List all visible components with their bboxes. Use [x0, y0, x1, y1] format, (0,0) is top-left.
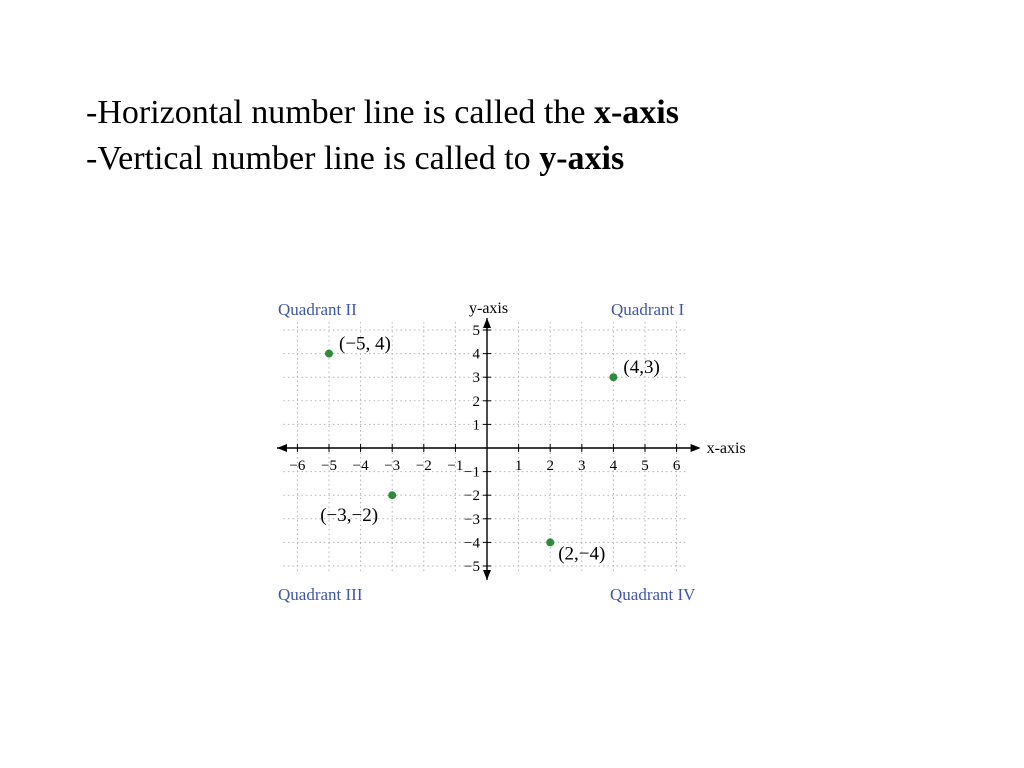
- y-tick-label: −1: [464, 464, 480, 481]
- x-tick-label: −1: [447, 458, 464, 474]
- y-tick-label: 3: [472, 370, 480, 387]
- x-tick-label: −4: [352, 458, 369, 474]
- x-axis-term: x-axis: [593, 94, 679, 131]
- y-tick-label: −5: [464, 559, 480, 575]
- data-point: [325, 350, 333, 358]
- y-tick-label: −3: [464, 511, 480, 528]
- y-tick-label: 1: [472, 417, 480, 434]
- x-tick-label: −6: [289, 458, 306, 474]
- quadrant-i-label: Quadrant I: [611, 300, 685, 319]
- data-point: [388, 491, 396, 499]
- y-tick-label: −2: [464, 488, 480, 505]
- y-axis-definition-text: -Vertical number line is called to: [86, 140, 540, 177]
- x-tick-label: 4: [609, 458, 618, 474]
- x-tick-label: −3: [384, 458, 401, 474]
- x-tick-label: 1: [514, 458, 523, 474]
- data-point-label: (−5, 4): [339, 333, 391, 355]
- quadrant-iv-label: Quadrant IV: [610, 585, 696, 604]
- x-tick-label: 6: [672, 458, 681, 474]
- data-point: [609, 373, 617, 381]
- y-axis-down-arrow: [483, 570, 491, 580]
- y-axis-up-arrow: [483, 318, 491, 328]
- y-tick-label: −4: [464, 535, 480, 552]
- x-axis-left-arrow: [277, 444, 287, 452]
- x-axis-title: x-axis: [706, 440, 746, 457]
- quadrant-iii-label: Quadrant III: [278, 585, 363, 604]
- data-point: [546, 538, 554, 546]
- x-tick-label: −5: [321, 458, 337, 474]
- x-tick-label: 3: [578, 458, 586, 474]
- x-tick-label: 2: [546, 458, 554, 474]
- data-point-label: (2,−4): [558, 543, 606, 565]
- y-tick-label: 2: [472, 393, 480, 410]
- x-axis-definition-text: -Horizontal number line is called the: [86, 94, 594, 131]
- x-tick-label: 5: [641, 458, 649, 474]
- data-point-label: (−3,−2): [320, 505, 379, 527]
- x-axis-right-arrow: [691, 444, 701, 452]
- x-tick-label: −2: [415, 458, 432, 474]
- quadrant-ii-label: Quadrant II: [278, 300, 357, 319]
- y-tick-label: 4: [472, 346, 480, 363]
- y-tick-label: 5: [472, 323, 480, 339]
- y-axis-term: y-axis: [539, 140, 625, 177]
- y-axis-title: y-axis: [469, 300, 509, 317]
- data-point-label: (4,3): [623, 357, 660, 379]
